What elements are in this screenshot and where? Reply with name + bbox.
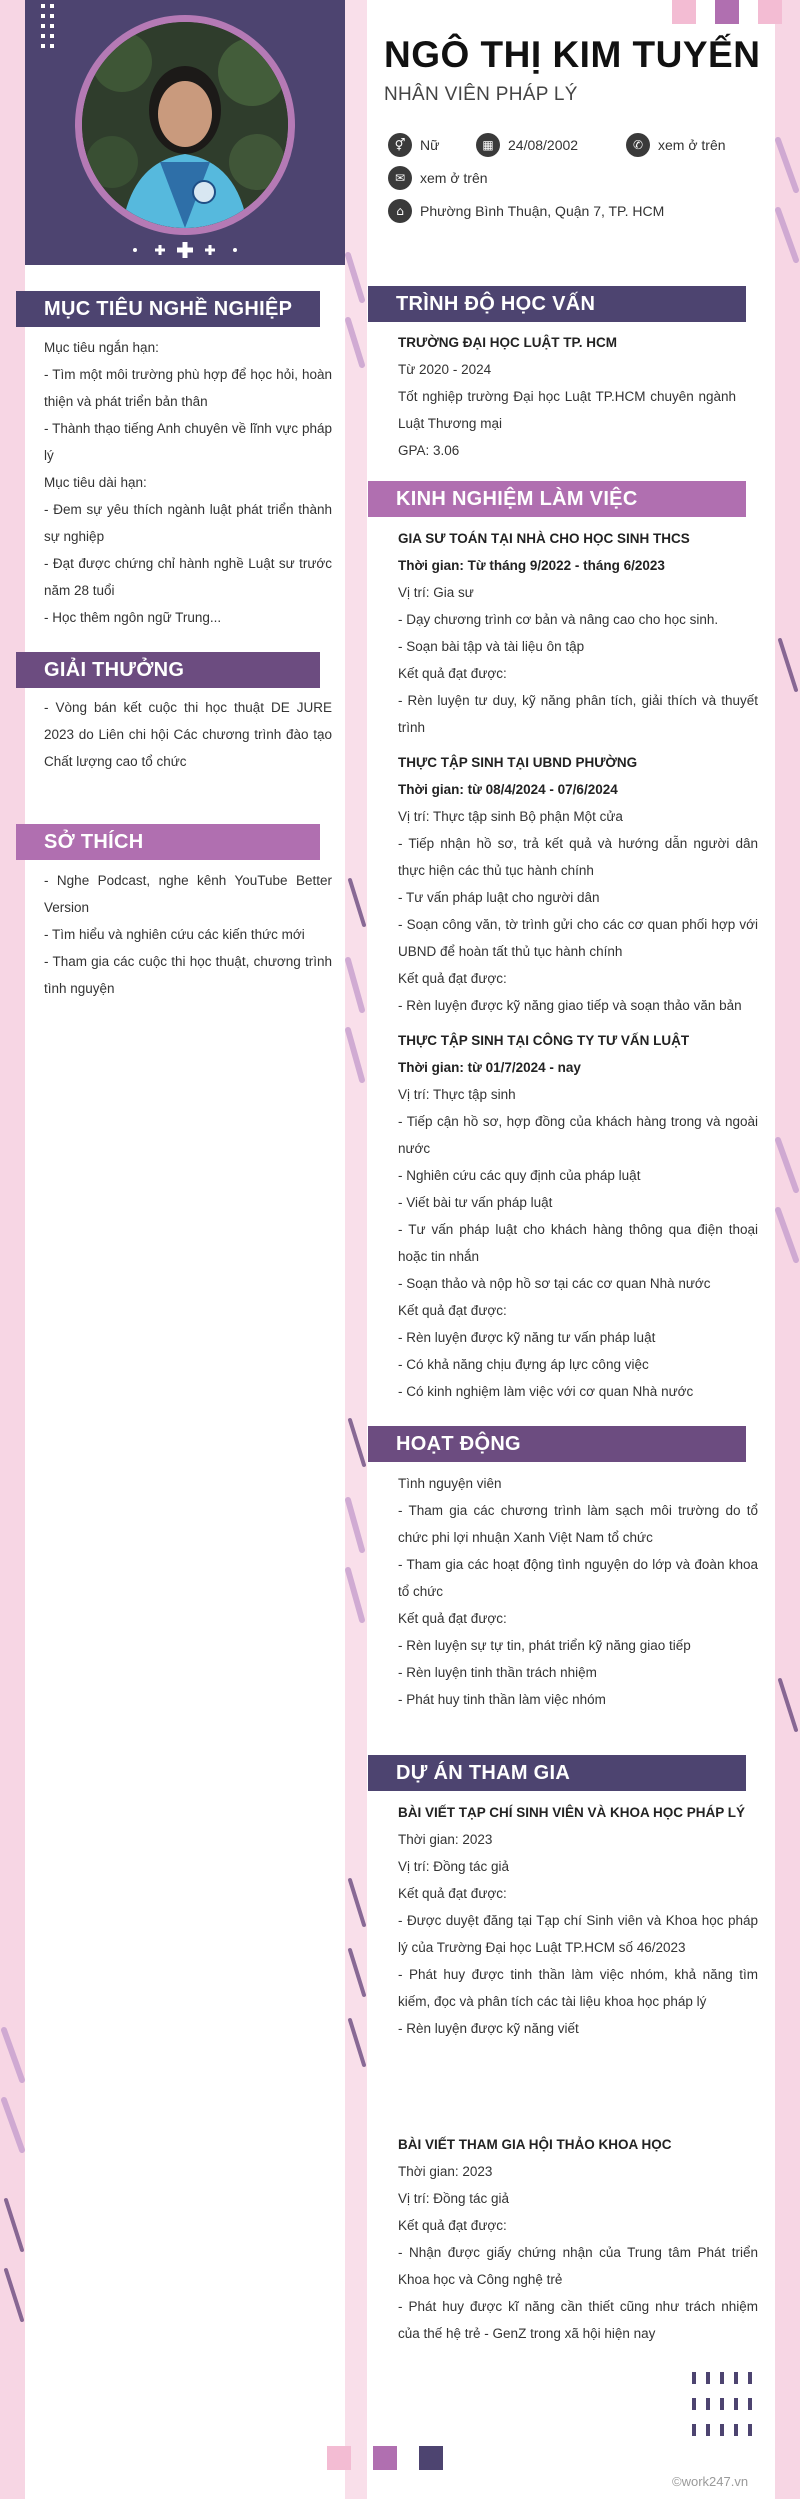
project1-r1: - Được duyệt đăng tại Tạp chí Sinh viên và Khoa học pháp lý của Trường Đại học Luật TP.HCM số 46/2023	[398, 1913, 758, 1955]
job2-result-label: Kết quả đạt được:	[398, 971, 507, 986]
job2-d3: - Soạn công văn, tờ trình gửi cho các cơ quan phối hợp với UBND để hoàn tất thủ tục hành chính	[398, 917, 758, 959]
project1-result-label: Kết quả đạt được:	[398, 1886, 507, 1901]
education-period: Từ 2020 - 2024	[398, 362, 492, 377]
job1-r1: - Rèn luyện tư duy, kỹ năng phân tích, giải thích và thuyết trình	[398, 693, 758, 735]
dash-grid-decoration	[692, 2372, 764, 2442]
section-awards-heading	[16, 652, 320, 688]
awards-item-1: - Vòng bán kết cuộc thi học thuật DE JURE 2023 do Liên chi hội Các chương trình đào tạo Chất lượng cao tổ chức	[44, 700, 332, 769]
job2-time: Thời gian: từ 08/4/2024 - 07/6/2024	[398, 782, 618, 797]
project1-content	[398, 1799, 758, 2042]
job1-d1: - Dạy chương trình cơ bản và nâng cao cho học sinh.	[398, 612, 719, 627]
job1-d2: - Soạn bài tập và tài liệu ôn tập	[398, 639, 585, 654]
education-school: TRƯỜNG ĐẠI HỌC LUẬT TP. HCM	[398, 335, 617, 350]
section-activities-heading	[368, 1426, 746, 1462]
objective-heading-text: MỤC TIÊU NGHỀ NGHIỆP	[44, 297, 293, 320]
project2-r2: - Phát huy được kĩ năng cần thiết cũng như trách nhiệm của thế hệ trẻ - GenZ trong xã hội hiện nay	[398, 2299, 758, 2341]
right-stripe	[775, 0, 800, 2499]
section-experience-heading	[368, 481, 746, 517]
watermark: ©work247.vn	[672, 2474, 749, 2489]
objective-long-label: Mục tiêu dài hạn:	[44, 475, 147, 490]
section-projects-heading	[368, 1755, 746, 1791]
project1-title: BÀI VIẾT TẠP CHÍ SINH VIÊN VÀ KHOA HỌC PHÁP LÝ	[398, 1805, 746, 1820]
activities-heading-text: HOẠT ĐỘNG	[396, 1432, 521, 1455]
education-desc: Tốt nghiệp trường Đại học Luật TP.HCM chuyên ngành Luật Thương mại	[398, 389, 736, 431]
hobbies-item-2: - Tìm hiểu và nghiên cứu các kiến thức mới	[44, 927, 305, 942]
project1-position: Vị trí: Đồng tác giả	[398, 1859, 510, 1874]
objective-long-2: - Đạt được chứng chỉ hành nghề Luật sư trước năm 28 tuổi	[44, 556, 332, 598]
profile-photo-illustration	[82, 22, 288, 228]
project1-r3: - Rèn luyện được kỹ năng viết	[398, 2021, 579, 2036]
activities-r3: - Phát huy tinh thần làm việc nhóm	[398, 1692, 606, 1707]
objective-short-label: Mục tiêu ngắn hạn:	[44, 340, 159, 355]
gender-icon: ⚥	[388, 133, 412, 157]
education-content	[398, 329, 736, 464]
activities-r2: - Rèn luyện tinh thần trách nhiệm	[398, 1665, 597, 1680]
hobbies-content	[44, 867, 332, 1002]
hobbies-heading-text: SỞ THÍCH	[44, 830, 144, 853]
job3-d5: - Soạn thảo và nộp hồ sơ tại các cơ quan Nhà nước	[398, 1276, 711, 1291]
calendar-icon: ▦	[476, 133, 500, 157]
spacer	[398, 741, 758, 749]
job1-result-label: Kết quả đạt được:	[398, 666, 507, 681]
section-education-heading	[368, 286, 746, 322]
center-stripe	[345, 0, 367, 2499]
awards-content	[44, 694, 332, 775]
job2-r1: - Rèn luyện được kỹ năng giao tiếp và soạn thảo văn bản	[398, 998, 742, 1013]
job1-position: Vị trí: Gia sư	[398, 585, 474, 600]
job3-r1: - Rèn luyện được kỹ năng tư vấn pháp luật	[398, 1330, 656, 1345]
project1-time: Thời gian: 2023	[398, 1832, 493, 1847]
job3-r2: - Có khả năng chịu đựng áp lực công việc	[398, 1357, 649, 1372]
objective-content	[44, 334, 332, 631]
phone-icon: ✆	[626, 133, 650, 157]
job3-r3: - Có kinh nghiệm làm việc với cơ quan Nhà nước	[398, 1384, 694, 1399]
bottom-square-pink	[327, 2446, 351, 2470]
dots-grid-decoration	[41, 4, 71, 56]
contact-address	[388, 199, 664, 223]
education-heading-text: TRÌNH ĐỘ HỌC VẤN	[396, 292, 596, 315]
deco-square-purple	[715, 0, 739, 24]
spacer	[398, 1019, 758, 1027]
objective-short-2: - Thành thạo tiếng Anh chuyên về lĩnh vực pháp lý	[44, 421, 332, 463]
contact-dob	[476, 133, 578, 157]
left-stripe	[0, 0, 25, 2499]
project2-content	[398, 2131, 758, 2347]
job3-d4: - Tư vấn pháp luật cho khách hàng thông qua điện thoại hoặc tin nhắn	[398, 1222, 758, 1264]
activities-role: Tình nguyện viên	[398, 1476, 502, 1491]
job2-d1: - Tiếp nhận hồ sơ, trả kết quả và hướng dẫn người dân thực hiện các thủ tục hành chính	[398, 836, 758, 878]
job2-position: Vị trí: Thực tập sinh Bộ phận Một cửa	[398, 809, 623, 824]
contact-phone	[626, 133, 726, 157]
hobbies-item-3: - Tham gia các cuộc thi học thuật, chương trình tình nguyện	[44, 954, 332, 996]
objective-long-1: - Đem sự yêu thích ngành luật phát triển thành sự nghiệp	[44, 502, 332, 544]
job3-position: Vị trí: Thực tập sinh	[398, 1087, 516, 1102]
project1-r2: - Phát huy được tinh thần làm việc nhóm, khả năng tìm kiếm, đọc và phân tích các tài liệu khoa học pháp lý	[398, 1967, 758, 2009]
section-objective-heading	[16, 291, 320, 327]
job1-title: GIA SƯ TOÁN TẠI NHÀ CHO HỌC SINH THCS	[398, 531, 690, 546]
job3-d3: - Viết bài tư vấn pháp luật	[398, 1195, 553, 1210]
projects-heading-text: DỰ ÁN THAM GIA	[396, 1761, 571, 1784]
objective-short-1: - Tìm một môi trường phù hợp để học hỏi, hoàn thiện và phát triển bản thân	[44, 367, 332, 409]
profile-panel	[25, 0, 345, 265]
contact-email	[388, 166, 488, 190]
bottom-square-dark	[419, 2446, 443, 2470]
location-icon: ⌂	[388, 199, 412, 223]
candidate-name: NGÔ THỊ KIM TUYẾN	[384, 34, 761, 75]
gender-text: Nữ	[420, 137, 440, 153]
email-icon: ✉	[388, 166, 412, 190]
job3-d2: - Nghiên cứu các quy định của pháp luật	[398, 1168, 641, 1183]
job2-title: THỰC TẬP SINH TẠI UBND PHƯỜNG	[398, 755, 638, 770]
experience-heading-text: KINH NGHIỆM LÀM VIỆC	[396, 487, 638, 510]
profile-photo	[75, 15, 295, 235]
sparkle-decoration	[125, 240, 245, 260]
job3-time: Thời gian: từ 01/7/2024 - nay	[398, 1060, 581, 1075]
address-text: Phường Bình Thuận, Quận 7, TP. HCM	[420, 203, 665, 219]
project2-time: Thời gian: 2023	[398, 2164, 493, 2179]
activities-a1: - Tham gia các chương trình làm sạch môi trường do tổ chức phi lợi nhuận Xanh Việt Nam tổ chức	[398, 1503, 758, 1545]
objective-long-3: - Học thêm ngôn ngữ Trung...	[44, 610, 222, 625]
candidate-title: NHÂN VIÊN PHÁP LÝ	[384, 84, 578, 105]
hobbies-item-1: - Nghe Podcast, nghe kênh YouTube Better Version	[44, 873, 332, 915]
awards-heading-text: GIẢI THƯỞNG	[44, 658, 185, 681]
deco-square-pink-2	[758, 0, 782, 24]
project2-result-label: Kết quả đạt được:	[398, 2218, 507, 2233]
project2-position: Vị trí: Đồng tác giả	[398, 2191, 510, 2206]
contact-gender	[388, 133, 439, 157]
activities-a2: - Tham gia các hoạt động tình nguyện do lớp và đoàn khoa tổ chức	[398, 1557, 758, 1599]
bottom-square-purple	[373, 2446, 397, 2470]
job2-d2: - Tư vấn pháp luật cho người dân	[398, 890, 600, 905]
section-hobbies-heading	[16, 824, 320, 860]
activities-result-label: Kết quả đạt được:	[398, 1611, 507, 1626]
job3-title: THỰC TẬP SINH TẠI CÔNG TY TƯ VẤN LUẬT	[398, 1033, 690, 1048]
job1-time: Thời gian: Từ tháng 9/2022 - tháng 6/2023	[398, 558, 665, 573]
deco-square-pink	[672, 0, 696, 24]
dob-text: 24/08/2002	[508, 137, 579, 153]
activities-content	[398, 1470, 758, 1713]
project2-r1: - Nhận được giấy chứng nhận của Trung tâm Phát triển Khoa học và Công nghệ trẻ	[398, 2245, 758, 2287]
education-gpa: GPA: 3.06	[398, 443, 460, 458]
email-text[interactable]: xem ở trên	[420, 170, 488, 186]
phone-text[interactable]: xem ở trên	[658, 137, 726, 153]
experience-content	[398, 525, 758, 1405]
job3-result-label: Kết quả đạt được:	[398, 1303, 507, 1318]
activities-r1: - Rèn luyện sự tự tin, phát triển kỹ năng giao tiếp	[398, 1638, 691, 1653]
project2-title: BÀI VIẾT THAM GIA HỘI THẢO KHOA HỌC	[398, 2137, 672, 2152]
job3-d1: - Tiếp cận hồ sơ, hợp đồng của khách hàng trong và ngoài nước	[398, 1114, 758, 1156]
